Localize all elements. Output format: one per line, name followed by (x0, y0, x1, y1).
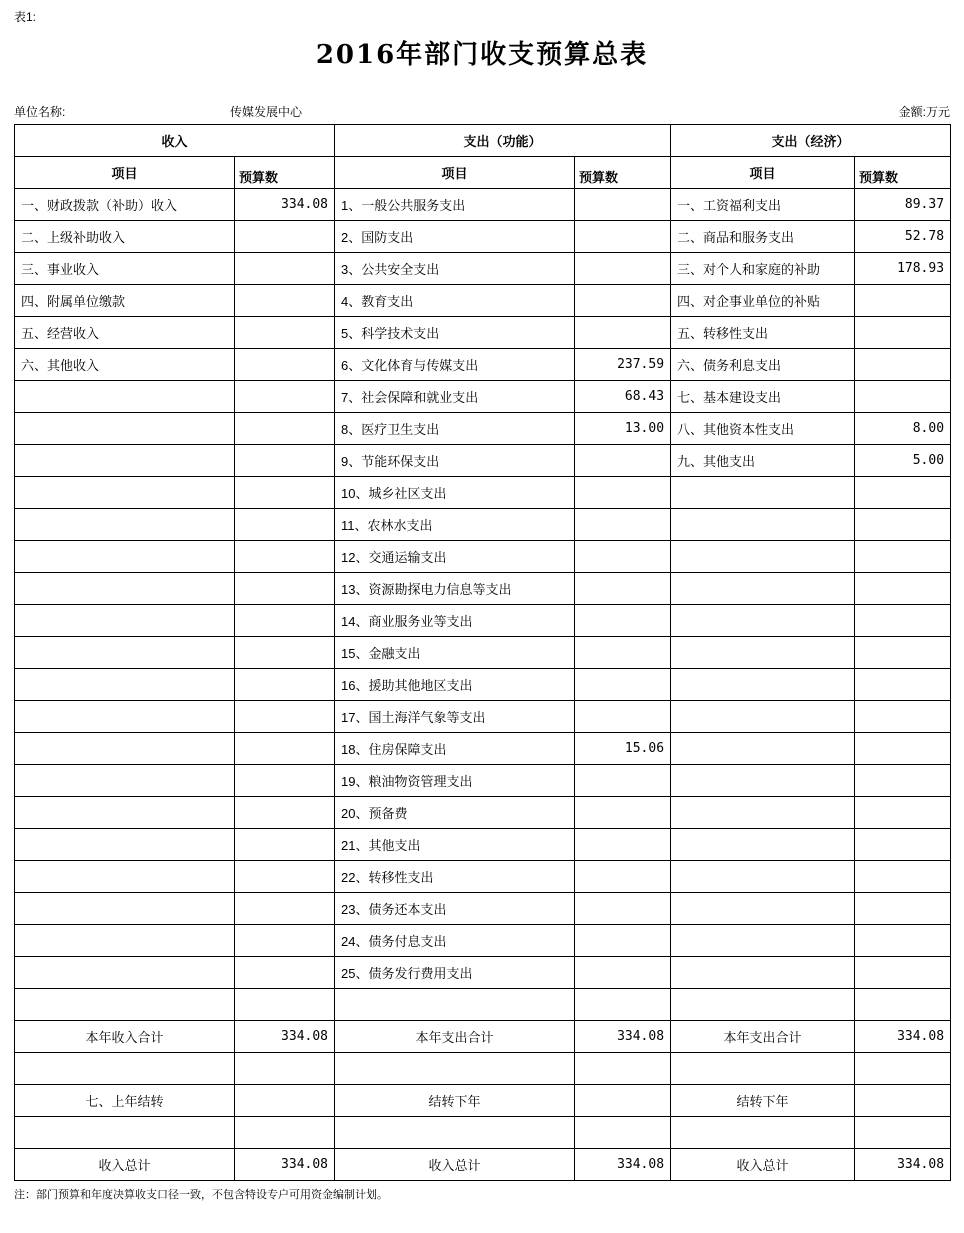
col-header-econ-item: 项目 (671, 157, 855, 189)
row-economic-value (855, 893, 951, 925)
row-function-item: 2、国防支出 (335, 221, 575, 253)
table-row (15, 253, 951, 285)
row-function-value (575, 253, 671, 285)
row-income-value (235, 861, 335, 893)
row-income-value: 334.08 (235, 189, 335, 221)
table-row (15, 317, 951, 349)
row-income-value (235, 989, 335, 1021)
row-economic-item (671, 829, 855, 861)
row-function-item: 5、科学技术支出 (335, 317, 575, 349)
row-function-item: 16、援助其他地区支出 (335, 669, 575, 701)
row-function-item: 24、债务付息支出 (335, 925, 575, 957)
row-income-value (235, 317, 335, 349)
column-header-row (15, 157, 951, 189)
table-row (15, 925, 951, 957)
row-income-item: 七、上年结转 (15, 1085, 235, 1117)
row-function-item: 23、债务还本支出 (335, 893, 575, 925)
row-income-item (15, 765, 235, 797)
row-income-item (15, 477, 235, 509)
row-economic-value (855, 605, 951, 637)
row-economic-item (671, 925, 855, 957)
table-row (15, 765, 951, 797)
row-function-item: 结转下年 (335, 1085, 575, 1117)
row-function-value (575, 989, 671, 1021)
row-income-item: 二、上级补助收入 (15, 221, 235, 253)
row-function-item (335, 1053, 575, 1085)
table-row (15, 573, 951, 605)
row-economic-item: 三、对个人和家庭的补助 (671, 253, 855, 285)
row-income-value (235, 413, 335, 445)
table-row (15, 605, 951, 637)
row-economic-item: 一、工资福利支出 (671, 189, 855, 221)
row-economic-item (671, 957, 855, 989)
unit-name-label: 单位名称: (14, 105, 66, 119)
row-economic-item: 八、其他资本性支出 (671, 413, 855, 445)
row-income-item (15, 957, 235, 989)
row-income-value (235, 285, 335, 317)
row-function-value (575, 765, 671, 797)
row-economic-value (855, 957, 951, 989)
row-function-value (575, 925, 671, 957)
summary-row (15, 1053, 951, 1085)
row-income-item (15, 701, 235, 733)
row-function-item: 本年支出合计 (335, 1021, 575, 1053)
row-economic-item: 本年支出合计 (671, 1021, 855, 1053)
row-income-value (235, 797, 335, 829)
row-income-item: 本年收入合计 (15, 1021, 235, 1053)
row-function-value (575, 797, 671, 829)
row-income-value (235, 765, 335, 797)
row-economic-value (855, 1117, 951, 1149)
table-row (15, 349, 951, 381)
row-economic-value (855, 797, 951, 829)
row-function-item: 15、金融支出 (335, 637, 575, 669)
row-function-value (575, 541, 671, 573)
row-income-item (15, 925, 235, 957)
row-function-value (575, 605, 671, 637)
row-function-item: 25、债务发行费用支出 (335, 957, 575, 989)
row-income-item (15, 669, 235, 701)
row-income-value (235, 925, 335, 957)
row-income-value (235, 477, 335, 509)
summary-row (15, 1117, 951, 1149)
row-economic-value (855, 733, 951, 765)
row-function-value (575, 189, 671, 221)
row-income-item (15, 445, 235, 477)
row-economic-value: 178.93 (855, 253, 951, 285)
row-economic-item (671, 541, 855, 573)
row-income-item (15, 733, 235, 765)
row-economic-item (671, 893, 855, 925)
row-economic-value (855, 861, 951, 893)
row-economic-value (855, 989, 951, 1021)
row-function-item: 3、公共安全支出 (335, 253, 575, 285)
row-function-item: 收入总计 (335, 1149, 575, 1181)
table-row (15, 861, 951, 893)
row-function-item: 9、节能环保支出 (335, 445, 575, 477)
row-function-value (575, 669, 671, 701)
row-function-item: 7、社会保障和就业支出 (335, 381, 575, 413)
row-income-value (235, 1085, 335, 1117)
row-function-value (575, 957, 671, 989)
summary-row (15, 1021, 951, 1053)
row-economic-value (855, 1085, 951, 1117)
row-income-item: 一、财政拨款（补助）收入 (15, 189, 235, 221)
row-economic-item: 收入总计 (671, 1149, 855, 1181)
budget-table (14, 124, 951, 1181)
row-income-item: 收入总计 (15, 1149, 235, 1181)
row-function-item: 4、教育支出 (335, 285, 575, 317)
row-economic-value (855, 925, 951, 957)
row-income-item (15, 893, 235, 925)
row-function-value (575, 285, 671, 317)
row-function-value (575, 637, 671, 669)
row-economic-item (671, 989, 855, 1021)
row-function-value (575, 861, 671, 893)
table-row (15, 797, 951, 829)
row-economic-item (671, 797, 855, 829)
row-economic-value (855, 509, 951, 541)
row-function-item: 14、商业服务业等支出 (335, 605, 575, 637)
row-function-value: 13.00 (575, 413, 671, 445)
row-economic-value (855, 573, 951, 605)
row-income-item (15, 989, 235, 1021)
row-function-value (575, 445, 671, 477)
row-economic-item: 二、商品和服务支出 (671, 221, 855, 253)
row-economic-item (671, 701, 855, 733)
row-income-value (235, 1117, 335, 1149)
row-income-value: 334.08 (235, 1021, 335, 1053)
row-economic-item (671, 573, 855, 605)
row-economic-item (671, 477, 855, 509)
row-function-item: 21、其他支出 (335, 829, 575, 861)
row-function-value: 68.43 (575, 381, 671, 413)
row-function-value: 15.06 (575, 733, 671, 765)
row-income-item (15, 797, 235, 829)
row-function-value (575, 1117, 671, 1149)
table-row (15, 285, 951, 317)
row-function-value (575, 701, 671, 733)
row-economic-value (855, 829, 951, 861)
row-income-item (15, 1117, 235, 1149)
table-row (15, 893, 951, 925)
row-economic-value: 52.78 (855, 221, 951, 253)
row-function-item: 12、交通运输支出 (335, 541, 575, 573)
row-income-item (15, 829, 235, 861)
table-row (15, 413, 951, 445)
row-economic-item: 七、基本建设支出 (671, 381, 855, 413)
row-income-item (15, 509, 235, 541)
row-economic-value: 334.08 (855, 1149, 951, 1181)
group-header-row (15, 125, 951, 157)
row-function-item: 6、文化体育与传媒支出 (335, 349, 575, 381)
row-income-value (235, 381, 335, 413)
row-economic-value (855, 701, 951, 733)
row-function-item: 1、一般公共服务支出 (335, 189, 575, 221)
row-income-item (15, 861, 235, 893)
row-income-value (235, 349, 335, 381)
row-function-item: 17、国土海洋气象等支出 (335, 701, 575, 733)
row-income-item: 四、附属单位缴款 (15, 285, 235, 317)
row-economic-item (671, 765, 855, 797)
row-income-value (235, 1053, 335, 1085)
row-income-value: 334.08 (235, 1149, 335, 1181)
row-function-value (575, 477, 671, 509)
row-economic-value: 5.00 (855, 445, 951, 477)
table-row (15, 189, 951, 221)
footnote: 注：部门预算和年度决算收支口径一致，不包含特设专户可用资金编制计划。 (14, 1189, 388, 1201)
row-income-value (235, 829, 335, 861)
row-income-value (235, 509, 335, 541)
row-function-value (575, 1053, 671, 1085)
row-economic-value (855, 669, 951, 701)
row-economic-value (855, 541, 951, 573)
row-economic-item (671, 733, 855, 765)
row-income-item (15, 1053, 235, 1085)
row-income-item: 五、经营收入 (15, 317, 235, 349)
table-row (15, 733, 951, 765)
table-row (15, 221, 951, 253)
row-income-item: 三、事业收入 (15, 253, 235, 285)
row-economic-value: 334.08 (855, 1021, 951, 1053)
row-economic-value (855, 349, 951, 381)
row-income-item: 六、其他收入 (15, 349, 235, 381)
col-header-func-item: 项目 (335, 157, 575, 189)
table-row (15, 829, 951, 861)
amount-unit-label: 金额:万元 (898, 105, 950, 119)
sheet-label: 表1: (14, 10, 37, 24)
col-header-income-budget: 预算数 (235, 157, 335, 189)
row-income-value (235, 541, 335, 573)
row-income-value (235, 893, 335, 925)
row-economic-item: 结转下年 (671, 1085, 855, 1117)
row-economic-value (855, 285, 951, 317)
row-economic-value (855, 637, 951, 669)
row-function-value (575, 509, 671, 541)
col-header-income-item: 项目 (15, 157, 235, 189)
row-economic-item (671, 1053, 855, 1085)
unit-name-value: 传媒发展中心 (230, 105, 303, 119)
row-function-item: 11、农林水支出 (335, 509, 575, 541)
row-income-value (235, 253, 335, 285)
row-economic-item (671, 861, 855, 893)
row-income-item (15, 573, 235, 605)
row-income-item (15, 541, 235, 573)
page-title: 2016年部门收支预算总表 (315, 40, 649, 70)
row-income-value (235, 733, 335, 765)
row-function-item: 18、住房保障支出 (335, 733, 575, 765)
row-function-value: 334.08 (575, 1021, 671, 1053)
row-function-item: 20、预备费 (335, 797, 575, 829)
row-economic-item (671, 509, 855, 541)
table-row (15, 957, 951, 989)
row-function-value (575, 317, 671, 349)
row-function-value (575, 893, 671, 925)
group-header-income: 收入 (15, 125, 335, 157)
row-economic-value (855, 317, 951, 349)
row-economic-item (671, 637, 855, 669)
row-function-item: 8、医疗卫生支出 (335, 413, 575, 445)
row-income-value (235, 637, 335, 669)
row-income-item (15, 605, 235, 637)
row-income-value (235, 701, 335, 733)
meta-row (14, 98, 950, 120)
table-row (15, 541, 951, 573)
group-header-expense-function: 支出（功能） (335, 125, 671, 157)
group-header-expense-economic: 支出（经济） (671, 125, 951, 157)
col-header-econ-budget: 预算数 (855, 157, 951, 189)
row-economic-value: 8.00 (855, 413, 951, 445)
row-function-value (575, 1085, 671, 1117)
row-economic-value (855, 765, 951, 797)
row-economic-item: 九、其他支出 (671, 445, 855, 477)
summary-row (15, 1085, 951, 1117)
row-income-item (15, 381, 235, 413)
table-row (15, 701, 951, 733)
row-function-value (575, 573, 671, 605)
table-row (15, 509, 951, 541)
row-function-item: 22、转移性支出 (335, 861, 575, 893)
row-income-item (15, 637, 235, 669)
col-header-func-budget: 预算数 (575, 157, 671, 189)
row-economic-value (855, 477, 951, 509)
row-function-item: 10、城乡社区支出 (335, 477, 575, 509)
row-economic-value (855, 381, 951, 413)
row-function-value (575, 221, 671, 253)
table-row (15, 989, 951, 1021)
row-function-value: 334.08 (575, 1149, 671, 1181)
row-income-item (15, 413, 235, 445)
row-economic-item (671, 669, 855, 701)
row-function-value (575, 829, 671, 861)
row-function-item (335, 1117, 575, 1149)
summary-row (15, 1149, 951, 1181)
row-economic-item (671, 605, 855, 637)
row-income-value (235, 221, 335, 253)
row-income-value (235, 445, 335, 477)
row-economic-item: 六、债务利息支出 (671, 349, 855, 381)
row-economic-item: 五、转移性支出 (671, 317, 855, 349)
row-function-item (335, 989, 575, 1021)
row-income-value (235, 669, 335, 701)
table-row (15, 669, 951, 701)
table-row (15, 637, 951, 669)
row-economic-value: 89.37 (855, 189, 951, 221)
row-economic-item: 四、对企事业单位的补贴 (671, 285, 855, 317)
row-function-item: 13、资源勘探电力信息等支出 (335, 573, 575, 605)
row-economic-value (855, 1053, 951, 1085)
row-income-value (235, 605, 335, 637)
table-row (15, 445, 951, 477)
row-function-item: 19、粮油物资管理支出 (335, 765, 575, 797)
row-function-value: 237.59 (575, 349, 671, 381)
table-row (15, 381, 951, 413)
table-row (15, 477, 951, 509)
row-income-value (235, 573, 335, 605)
row-economic-item (671, 1117, 855, 1149)
row-income-value (235, 957, 335, 989)
